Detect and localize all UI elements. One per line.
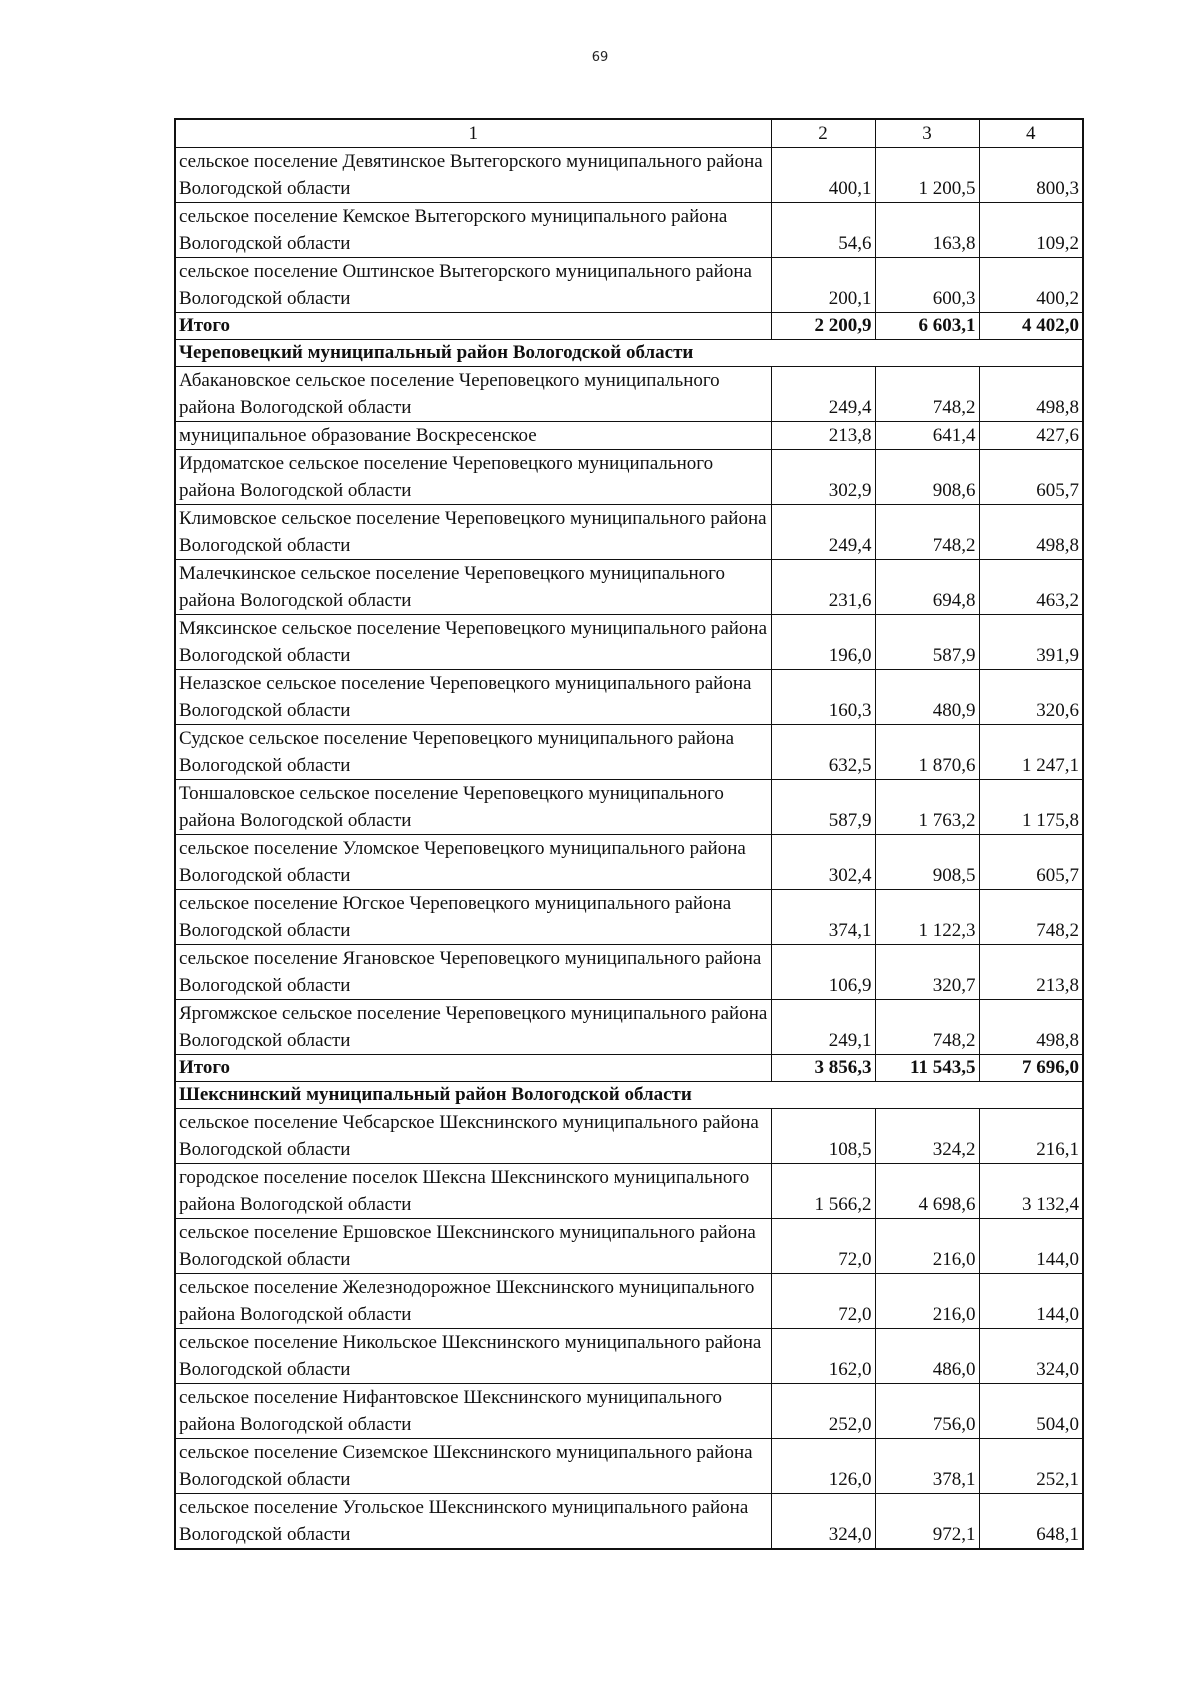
value-col-3: 748,2: [875, 1000, 979, 1055]
table-row: [175, 422, 1083, 450]
value-col-4: 324,0: [979, 1329, 1083, 1384]
header-col-4: 4: [979, 119, 1083, 148]
value-col-4: 213,8: [979, 945, 1083, 1000]
value-col-2: 200,1: [771, 258, 875, 313]
table-row: [175, 1384, 1083, 1439]
value-col-2: 302,4: [771, 835, 875, 890]
value-col-2: 72,0: [771, 1274, 875, 1329]
header-row: [175, 119, 1083, 148]
settlement-name: сельское поселение Никольское Шекснинского муниципального района Вологодской области: [175, 1329, 771, 1384]
value-col-4: 400,2: [979, 258, 1083, 313]
settlement-name: Ирдоматское сельское поселение Череповецкого муниципального района Вологодской области: [175, 450, 771, 505]
settlement-name: Абакановское сельское поселение Череповецкого муниципального района Вологодской области: [175, 367, 771, 422]
value-col-4: 605,7: [979, 835, 1083, 890]
settlement-name: Мяксинское сельское поселение Череповецкого муниципального района Вологодской области: [175, 615, 771, 670]
section-title: Шекснинский муниципальный район Вологодской области: [175, 1082, 1083, 1109]
settlement-name: сельское поселение Югское Череповецкого муниципального района Вологодской области: [175, 890, 771, 945]
table-row: [175, 1274, 1083, 1329]
settlement-name: Нелазское сельское поселение Череповецкого муниципального района Вологодской области: [175, 670, 771, 725]
settlement-name: сельское поселение Уломское Череповецкого муниципального района Вологодской области: [175, 835, 771, 890]
value-col-4: 320,6: [979, 670, 1083, 725]
settlement-name: сельское поселение Ершовское Шекснинского муниципального района Вологодской области: [175, 1219, 771, 1274]
value-col-3: 908,5: [875, 835, 979, 890]
value-col-3: 587,9: [875, 615, 979, 670]
settlement-name: сельское поселение Девятинское Вытегорского муниципального района Вологодской области: [175, 148, 771, 203]
settlement-name: сельское поселение Нифантовское Шекснинского муниципального района Вологодской области: [175, 1384, 771, 1439]
value-col-4: 504,0: [979, 1384, 1083, 1439]
settlement-name: Климовское сельское поселение Череповецкого муниципального района Вологодской области: [175, 505, 771, 560]
settlement-name: Судское сельское поселение Череповецкого муниципального района Вологодской области: [175, 725, 771, 780]
value-col-4: 144,0: [979, 1219, 1083, 1274]
table-row: [175, 1329, 1083, 1384]
table-row: [175, 1219, 1083, 1274]
table-row: [175, 615, 1083, 670]
table-row: [175, 367, 1083, 422]
table-row: [175, 505, 1083, 560]
value-col-2: 302,9: [771, 450, 875, 505]
total-label: Итого: [175, 1055, 771, 1082]
table-row: [175, 148, 1083, 203]
settlement-name: сельское поселение Оштинское Вытегорского муниципального района Вологодской области: [175, 258, 771, 313]
value-col-3: 1 763,2: [875, 780, 979, 835]
value-col-3: 600,3: [875, 258, 979, 313]
header-col-3: 3: [875, 119, 979, 148]
value-col-2: 249,4: [771, 367, 875, 422]
value-col-2: 196,0: [771, 615, 875, 670]
value-col-4: 427,6: [979, 422, 1083, 450]
value-col-3: 748,2: [875, 505, 979, 560]
settlement-name: сельское поселение Угольское Шекснинского муниципального района Вологодской области: [175, 1494, 771, 1550]
value-col-4: 605,7: [979, 450, 1083, 505]
value-col-2: 160,3: [771, 670, 875, 725]
header-col-1: 1: [175, 119, 771, 148]
table-row: [175, 1164, 1083, 1219]
value-col-4: 252,1: [979, 1439, 1083, 1494]
header-col-2: 2: [771, 119, 875, 148]
value-col-3: 908,6: [875, 450, 979, 505]
settlement-name: Яргомжское сельское поселение Череповецкого муниципального района Вологодской области: [175, 1000, 771, 1055]
value-col-4: 1 175,8: [979, 780, 1083, 835]
value-col-2: 72,0: [771, 1219, 875, 1274]
value-col-2: 249,1: [771, 1000, 875, 1055]
value-col-3: 6 603,1: [875, 313, 979, 340]
value-col-2: 252,0: [771, 1384, 875, 1439]
table-row: [175, 725, 1083, 780]
table-row: [175, 1439, 1083, 1494]
table-row: [175, 835, 1083, 890]
table-row: [175, 258, 1083, 313]
value-col-3: 1 200,5: [875, 148, 979, 203]
table-row: [175, 945, 1083, 1000]
value-col-3: 694,8: [875, 560, 979, 615]
value-col-4: 498,8: [979, 505, 1083, 560]
value-col-3: 480,9: [875, 670, 979, 725]
total-row: [175, 1055, 1083, 1082]
value-col-3: 1 870,6: [875, 725, 979, 780]
value-col-2: 54,6: [771, 203, 875, 258]
settlement-name: сельское поселение Кемское Вытегорского муниципального района Вологодской области: [175, 203, 771, 258]
table-row: [175, 1109, 1083, 1164]
value-col-4: 498,8: [979, 367, 1083, 422]
total-row: [175, 313, 1083, 340]
value-col-3: 378,1: [875, 1439, 979, 1494]
settlement-name: муниципальное образование Воскресенское: [175, 422, 771, 450]
value-col-3: 320,7: [875, 945, 979, 1000]
settlement-name: сельское поселение Железнодорожное Шекснинского муниципального района Вологодской области: [175, 1274, 771, 1329]
table-body: [175, 119, 1083, 1549]
settlement-name: Тоншаловское сельское поселение Череповецкого муниципального района Вологодской области: [175, 780, 771, 835]
section-title: Череповецкий муниципальный район Вологодской области: [175, 340, 1083, 367]
value-col-4: 463,2: [979, 560, 1083, 615]
data-table: [174, 118, 1084, 1550]
value-col-3: 324,2: [875, 1109, 979, 1164]
value-col-2: 108,5: [771, 1109, 875, 1164]
table-row: [175, 1000, 1083, 1055]
value-col-2: 374,1: [771, 890, 875, 945]
value-col-2: 106,9: [771, 945, 875, 1000]
value-col-4: 800,3: [979, 148, 1083, 203]
value-col-3: 163,8: [875, 203, 979, 258]
value-col-4: 648,1: [979, 1494, 1083, 1550]
page-number: 69: [591, 50, 609, 65]
value-col-3: 4 698,6: [875, 1164, 979, 1219]
value-col-4: 3 132,4: [979, 1164, 1083, 1219]
value-col-2: 1 566,2: [771, 1164, 875, 1219]
value-col-4: 109,2: [979, 203, 1083, 258]
value-col-4: 144,0: [979, 1274, 1083, 1329]
value-col-3: 756,0: [875, 1384, 979, 1439]
value-col-3: 748,2: [875, 367, 979, 422]
value-col-3: 1 122,3: [875, 890, 979, 945]
value-col-2: 126,0: [771, 1439, 875, 1494]
value-col-3: 486,0: [875, 1329, 979, 1384]
settlement-name: сельское поселение Чебсарское Шекснинского муниципального района Вологодской области: [175, 1109, 771, 1164]
table-row: [175, 780, 1083, 835]
value-col-4: 498,8: [979, 1000, 1083, 1055]
table-row: [175, 670, 1083, 725]
settlement-name: сельское поселение Сиземское Шекснинского муниципального района Вологодской области: [175, 1439, 771, 1494]
value-col-2: 587,9: [771, 780, 875, 835]
value-col-2: 400,1: [771, 148, 875, 203]
value-col-2: 3 856,3: [771, 1055, 875, 1082]
table-row: [175, 890, 1083, 945]
section-row: [175, 1082, 1083, 1109]
value-col-4: 216,1: [979, 1109, 1083, 1164]
value-col-3: 641,4: [875, 422, 979, 450]
value-col-3: 216,0: [875, 1219, 979, 1274]
value-col-4: 1 247,1: [979, 725, 1083, 780]
value-col-2: 231,6: [771, 560, 875, 615]
table-row: [175, 560, 1083, 615]
value-col-2: 249,4: [771, 505, 875, 560]
value-col-4: 391,9: [979, 615, 1083, 670]
total-label: Итого: [175, 313, 771, 340]
table-row: [175, 450, 1083, 505]
settlement-name: сельское поселение Ягановское Череповецкого муниципального района Вологодской области: [175, 945, 771, 1000]
value-col-4: 4 402,0: [979, 313, 1083, 340]
value-col-2: 632,5: [771, 725, 875, 780]
value-col-2: 2 200,9: [771, 313, 875, 340]
value-col-4: 748,2: [979, 890, 1083, 945]
settlement-name: городское поселение поселок Шексна Шекснинского муниципального района Вологодской области: [175, 1164, 771, 1219]
value-col-3: 972,1: [875, 1494, 979, 1550]
settlement-name: Малечкинское сельское поселение Череповецкого муниципального района Вологодской области: [175, 560, 771, 615]
section-row: [175, 340, 1083, 367]
value-col-2: 162,0: [771, 1329, 875, 1384]
table-row: [175, 1494, 1083, 1550]
table-row: [175, 203, 1083, 258]
value-col-3: 11 543,5: [875, 1055, 979, 1082]
value-col-2: 213,8: [771, 422, 875, 450]
value-col-2: 324,0: [771, 1494, 875, 1550]
value-col-3: 216,0: [875, 1274, 979, 1329]
value-col-4: 7 696,0: [979, 1055, 1083, 1082]
